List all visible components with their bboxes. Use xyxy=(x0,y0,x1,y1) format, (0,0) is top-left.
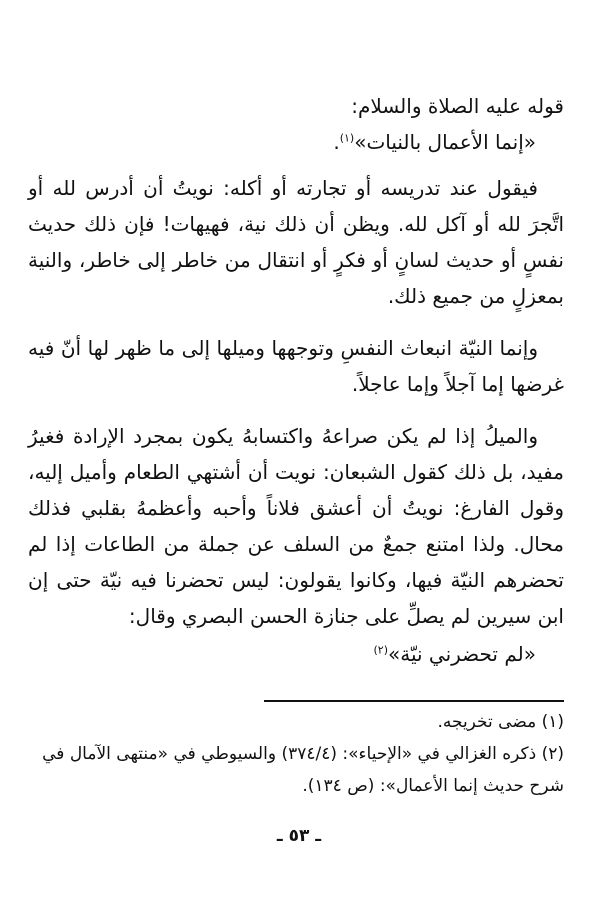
hadith-text-2: «لم تحضرني نيّة» xyxy=(387,642,536,666)
hadith-quote-1 xyxy=(28,124,564,160)
hadith-end-1: . xyxy=(333,130,340,154)
paragraph-3: والميلُ إذا لم يكن صراعهُ واكتسابهُ يكون بمجرد الإرادة فغيرُ مفيد، بل ذلك كقول الشبعان: نويت أن أشتهي الطعام وأميل إليه، وقول الفارغ: نويتُ أن أعشق فلاناً وأحبه وأعظمهُ بقلبي فذلك محال. ولذا امتنع جمعٌ من السلف عن جملة من الطاعات إذا لم تحضرهم النيّة فيها، وكانوا يقولون: ليس تحضرنا فيه نيّة حتى إن ابن سيرين لم يصلِّ على جنازة الحسن البصري وقال: xyxy=(28,424,564,628)
hadith-text-1: «إنما الأعمال بالنيات» xyxy=(354,130,536,154)
hadith-quote-2 xyxy=(28,636,564,672)
footnotes xyxy=(28,706,564,802)
footnote-ref-2: (٢) xyxy=(373,643,388,657)
footnote-2: (٢) ذكره الغزالي في «الإحياء»: (٣٧٤/٤) والسيوطي في «منتهى الآمال في شرح حديث إنما الأعمال»: (ص ١٣٤). xyxy=(42,744,564,796)
paragraph-2: وإنما النيّة انبعاث النفسِ وتوجهها وميلها إلى ما ظهر لها أنّ فيه غرضها إما آجلاً وإما عاجلاً. xyxy=(28,336,564,396)
main-text xyxy=(28,88,564,672)
page-number: ـ ٥٣ ـ xyxy=(276,826,322,846)
paragraph-1: فيقول عند تدريسه أو تجارته أو أكله: نويتُ أن أدرس لله أو اتَّجرَ لله أو آكل لله. ويظن أن ذلك نية، فهيهات! فإن ذلك حديث نفسٍ أو حديث لسانٍ أو فكرٍ أو انتقال من خاطر إلى خاطر، والنية بمعزلٍ من جميع ذلك. xyxy=(28,176,564,308)
footnote-ref-1: (١) xyxy=(339,131,355,145)
intro-line: قوله عليه الصلاة والسلام: xyxy=(351,94,564,118)
footnote-divider xyxy=(264,700,564,702)
footnote-1: (١) مضى تخريجه. xyxy=(437,712,564,732)
